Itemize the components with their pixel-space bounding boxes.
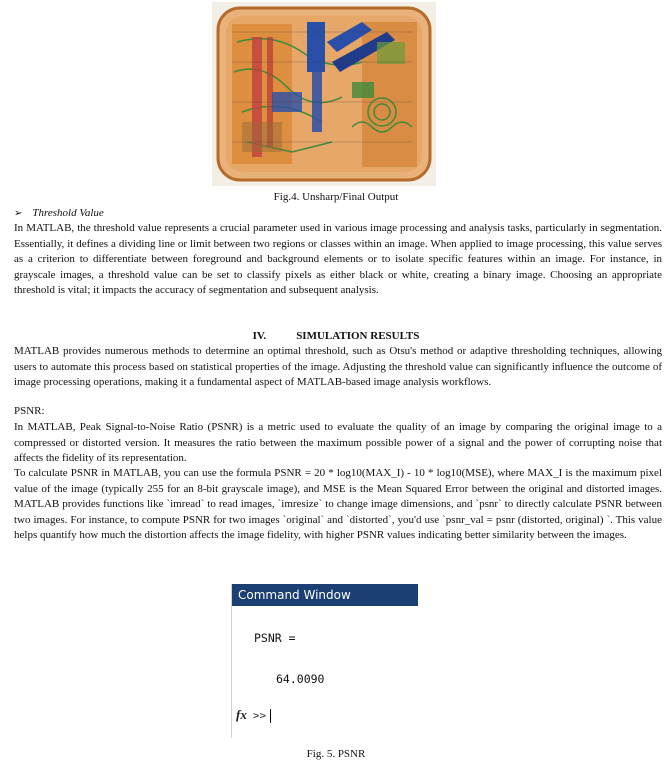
prompt-symbol: >> [252, 709, 267, 722]
figure5-caption: Fig. 5. PSNR [306, 748, 366, 760]
command-window-figure [231, 584, 418, 738]
xray-baggage-image [212, 2, 436, 186]
psnr-label: PSNR: [14, 405, 45, 417]
section-heading [0, 330, 672, 342]
psnr-output-value: 64.0090 [276, 672, 325, 686]
fx-icon[interactable]: fx [236, 707, 247, 722]
simulation-paragraph: MATLAB provides numerous methods to determine an optimal threshold, such as Otsu's method or adaptive thresholding techniques, allowing users to automate this process based on statistical properties of the image. Adjusting the threshold value can significantly influence the outcome of image processing operations, making it a fundamental aspect of MATLAB-based image analysis workflows. [14, 345, 662, 388]
threshold-subheading [14, 207, 104, 219]
section-number: IV. [252, 330, 267, 342]
psnr-output-label: PSNR = [254, 631, 296, 645]
section-title: SIMULATION RESULTS [296, 330, 420, 342]
threshold-heading-text: Threshold Value [32, 207, 104, 219]
command-prompt[interactable] [236, 707, 271, 723]
figure4-caption: Fig.4. Unsharp/Final Output [273, 191, 399, 203]
command-window-title: Command Window [232, 584, 418, 606]
arrow-bullet-icon: ➢ [14, 208, 23, 219]
threshold-paragraph: In MATLAB, the threshold value represents a crucial parameter used in various image processing and analysis tasks, particularly in segmentation. Essentially, it defines a dividing line or limit between two regions or classes within an image. When applied to image processing, this value serves as a criterion to differentiate between foreground and background elements or to isolate specific features within an image. For instance, in grayscale images, a threshold value can be set to classify pixels as either black or white, creating a binary image. Choosing an appropriate threshold is vital; it impacts the accuracy of segmentation and subsequent analysis. [14, 222, 662, 296]
text-cursor [270, 709, 271, 723]
psnr-definition-paragraph: In MATLAB, Peak Signal-to-Noise Ratio (PSNR) is a metric used to evaluate the quality of an image by comparing the original image to a compressed or distorted version. It measures the ratio between the maximum possible power of a signal and the power of corrupting noise that affects the fidelity of its representation. [14, 421, 662, 464]
psnr-formula-paragraph: To calculate PSNR in MATLAB, you can use the formula PSNR = 20 * log10(MAX_I) - 10 * log10(MSE), where MAX_I is the maximum pixel value of the image (typically 255 for an 8-bit grayscale image), and MSE is the Mean Squared Error between the original and distorted images. MATLAB provides functions like `imread` to read images, `imresize` to change image dimensions, and `psnr` to directly calculate PSNR between two images. For instance, to compute PSNR for two images `original` and `distorted`, you'd use `psnr_val = psnr (distorted, original) `. This value helps quantify how much the distortion affects the image fidelity, with higher PSNR values indicating better similarity between the images. [14, 467, 662, 541]
